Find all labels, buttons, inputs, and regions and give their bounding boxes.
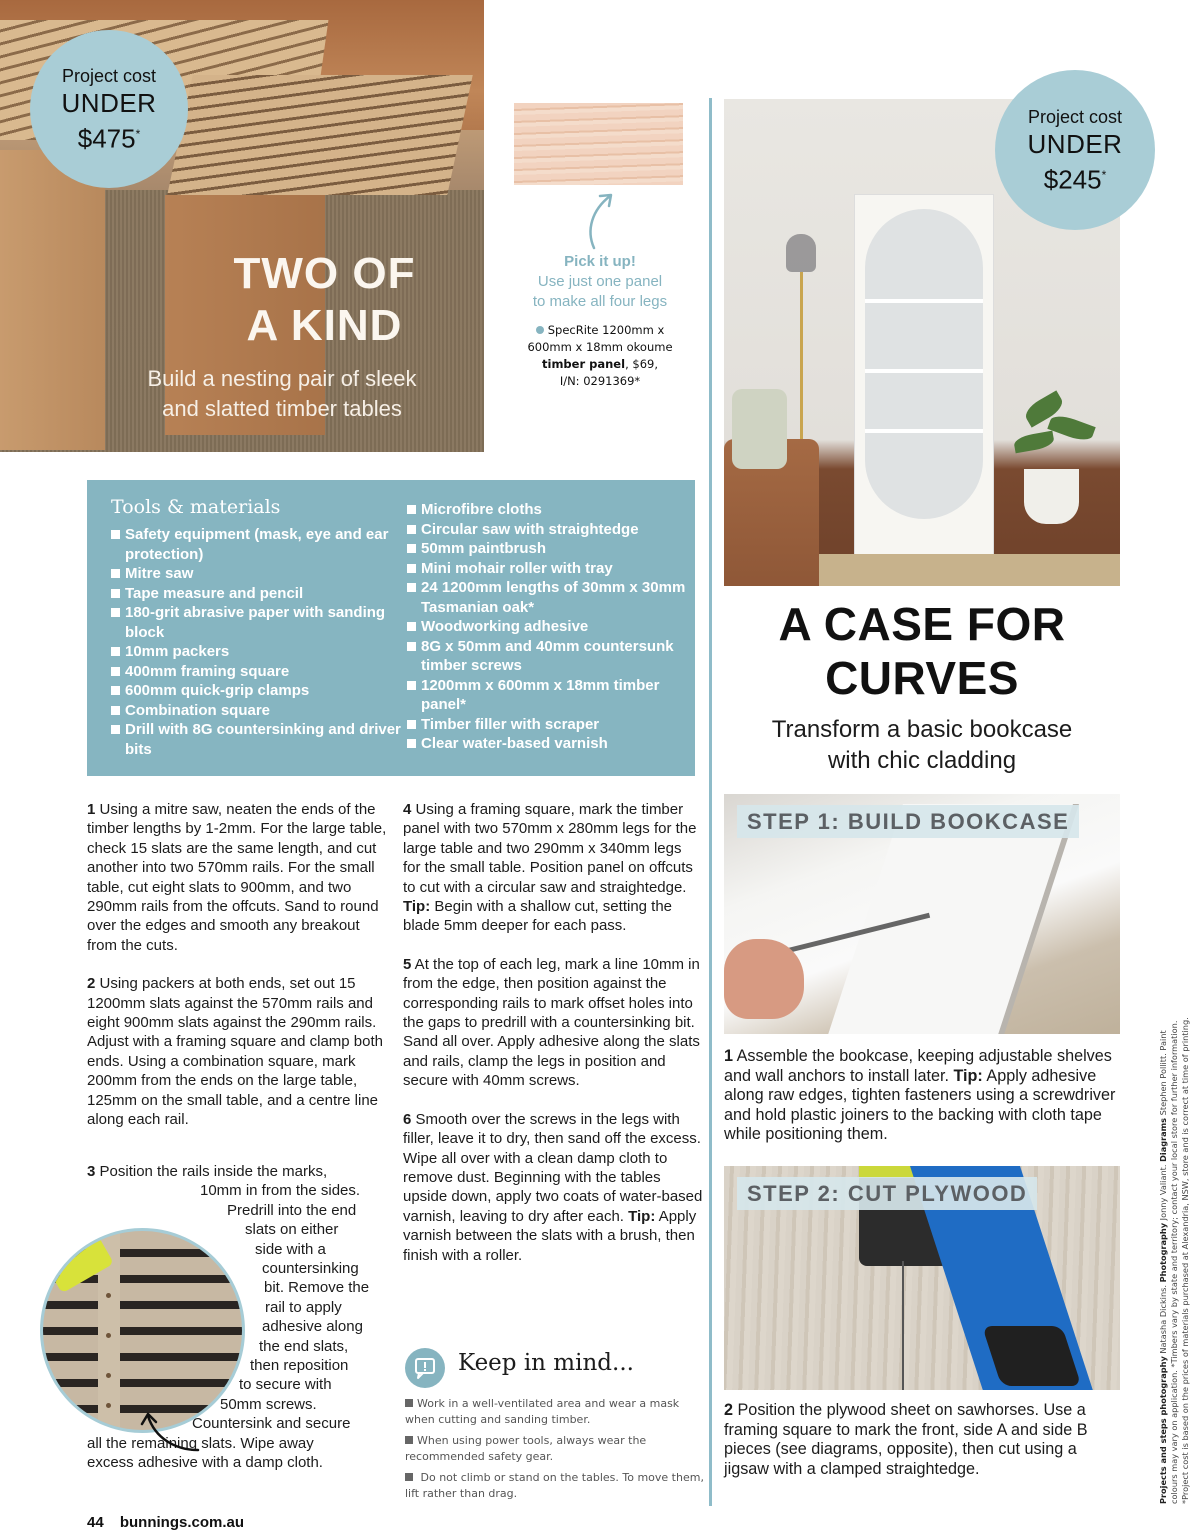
project1-title: TWO OF A KIND (233, 249, 416, 350)
tool-item: Mini mohair roller with tray (407, 559, 692, 579)
project-cost-badge-2: Project cost UNDER $245* (995, 70, 1155, 230)
hand (724, 939, 804, 1019)
tool-item: 400mm framing square (111, 662, 401, 682)
slatted-table-top-small (167, 75, 473, 195)
tool-item: 50mm paintbrush (407, 539, 692, 559)
tool-item: 180-grit abrasive paper with sanding block (111, 603, 401, 642)
keep-in-mind-item: When using power tools, always wear the recommended safety gear. (405, 1434, 647, 1463)
tool-item: Tape measure and pencil (111, 584, 401, 604)
keep-in-mind-item: Do not climb or stand on the tables. To move them, lift rather than drag. (405, 1471, 704, 1500)
step-4: 4 Using a framing square, mark the timber panel with two 570mm x 280mm legs for the large table and two 290mm x 340mm legs for the small table. Position panel on offcuts to cut with a circular saw and straightedge. Tip: Begin with a shallow cut, setting the blade 5mm deeper for each pass. (403, 801, 697, 935)
project2-title: A CASE FOR CURVES (778, 598, 1066, 704)
footer-site-link[interactable]: bunnings.com.au (119, 1514, 245, 1531)
project2-subtitle: Transform a basic bookcase with chic cladding (771, 716, 1073, 774)
step-3: 3 Position the rails inside the marks, 10mm in from the sides. Predrill into the end slats on either side with a countersinking bit. Remove the rail to apply adhesive along the end slats, then reposition to secure with 50mm screws. Countersink and secure all the remaining slats. Wipe away excess adhesive with a damp cloth. (87, 1163, 370, 1472)
tool-item: Microfibre cloths (407, 500, 692, 520)
step2-photo-cut-plywood (724, 1166, 1120, 1390)
tool-item: 10mm packers (111, 642, 401, 662)
curved-arrow-up-icon (580, 190, 620, 250)
tools-list-col1 (111, 525, 401, 759)
tool-item: Safety equipment (mask, eye and ear protection) (111, 525, 401, 564)
pick-it-up-callout: Pick it up! Use just one panel to make all four legs (532, 253, 668, 310)
tool-item: Combination square (111, 701, 401, 721)
tool-item: Woodworking adhesive (407, 617, 692, 637)
credits-vertical: Projects and steps photography Natasha Dickins. Photography Jonny Valiant. Diagrams Stephen Pollitt. Paint colours may vary on application. *Timbers vary by state and territory; contact your local store for further information. *Project cost is based on the prices of materials purchased at Alexandria, NSW, store and is correct at time of printing. (1158, 1017, 1190, 1504)
curved-arrow-icon (140, 1410, 200, 1460)
tool-item: 600mm quick-grip clamps (111, 681, 401, 701)
keep-in-mind-list (405, 1396, 705, 1507)
bullet-dot-icon (536, 326, 544, 334)
project-cost-badge-1: Project cost UNDER $475* (30, 30, 188, 188)
tool-item: Circular saw with straightedge (407, 520, 692, 540)
tool-item: 1200mm x 600mm x 18mm timber panel* (407, 676, 692, 715)
bullet-square-icon (405, 1399, 413, 1407)
bullet-square-icon (405, 1473, 413, 1481)
step1-label: STEP 1: BUILD BOOKCASE (737, 805, 1079, 838)
keep-in-mind-title: Keep in mind... (458, 1350, 634, 1376)
steps-column-middle (403, 800, 703, 1284)
product-info: SpecRite 1200mm x 600mm x 18mm okoume timber panel, $69, I/N: 0291369* (527, 323, 673, 388)
project1-subtitle: Build a nesting pair of sleek and slatted timber tables (147, 366, 417, 421)
tool-item: 8G x 50mm and 40mm countersunk timber screws (407, 637, 692, 676)
column-divider (709, 98, 712, 1506)
tool-item: Clear water-based varnish (407, 734, 692, 754)
step-5: 5 At the top of each leg, mark a line 10mm in from the edge, then position against the corresponding rails to mark offset holes into the gaps to predrill with a countersinking bit. Sand all over. Apply adhesive along the slats and rails, clamp the legs in position and secure with 40mm screws. (403, 955, 700, 1090)
tool-item: Mitre saw (111, 564, 401, 584)
step-1: 1 Using a mitre saw, neaten the ends of the timber lengths by 1-2mm. For the large table, check 15 slats are the same length, and cut another into two 570mm rails. For the small table, cut eight slats to 900mm, and two 290mm rails from the offcuts. Sand to round over the edges and smooth any breakout from the cuts. (87, 801, 387, 954)
tool-item: 24 1200mm lengths of 30mm x 30mm Tasmanian oak* (407, 578, 692, 617)
arched-opening (865, 209, 983, 519)
slats-closeup-photo (40, 1228, 245, 1433)
page-footer (87, 1514, 244, 1531)
step-2: 2 Using packers at both ends, set out 15 1200mm slats against the 570mm rails and eight 900mm slats against the 290mm rails. Adjust with a framing square and clamp both ends. Using a combination square, mark 200mm from the ends on the large table, 125mm on the small table, and a centre line along each rail. (87, 975, 383, 1129)
tools-and-materials-box (87, 480, 695, 776)
project2-step-2: 2 Position the plywood sheet on sawhorses. Use a framing square to mark the front, side A and side B pieces (see diagrams, opposite), then cut using a jigsaw with a clamped straightedge. (724, 1401, 1088, 1478)
bullet-square-icon (405, 1436, 413, 1444)
step2-label: STEP 2: CUT PLYWOOD (737, 1177, 1037, 1210)
tools-list-col2 (407, 500, 692, 754)
rug (819, 554, 1120, 586)
steps-column-left (87, 800, 387, 1149)
cushion (732, 389, 787, 469)
keep-in-mind-item: Work in a well-ventilated area and wear a mask when cutting and sanding timber. (405, 1397, 680, 1426)
plant-pot (1024, 469, 1079, 524)
page-number: 44 (87, 1514, 104, 1531)
tools-heading: Tools & materials (111, 496, 281, 518)
tool-item: Drill with 8G countersinking and driver bits (111, 720, 401, 759)
project2-step-1: 1 Assemble the bookcase, keeping adjustable shelves and wall anchors to install later. Tip: Apply adhesive along raw edges, tighten fasteners using a screwdriver and hold plastic joiners to the backing with cloth tape while positioning them. (724, 1047, 1116, 1143)
timber-panel-image (514, 103, 683, 185)
step1-photo-build-bookcase (724, 794, 1120, 1034)
floor-lamp (786, 234, 816, 272)
speech-bubble-alert-icon (405, 1348, 445, 1388)
step-6: 6 Smooth over the screws in the legs with filler, leave it to dry, then sand off the excess. Wipe all over with a clean damp cloth to remove dust. Beginning with the tables upside down, apply two coats of water-based varnish, leaving to dry after each. Tip: Apply varnish between the slats with a brush, then finish with a roller. (403, 1110, 703, 1264)
tool-item: Timber filler with scraper (407, 715, 692, 735)
